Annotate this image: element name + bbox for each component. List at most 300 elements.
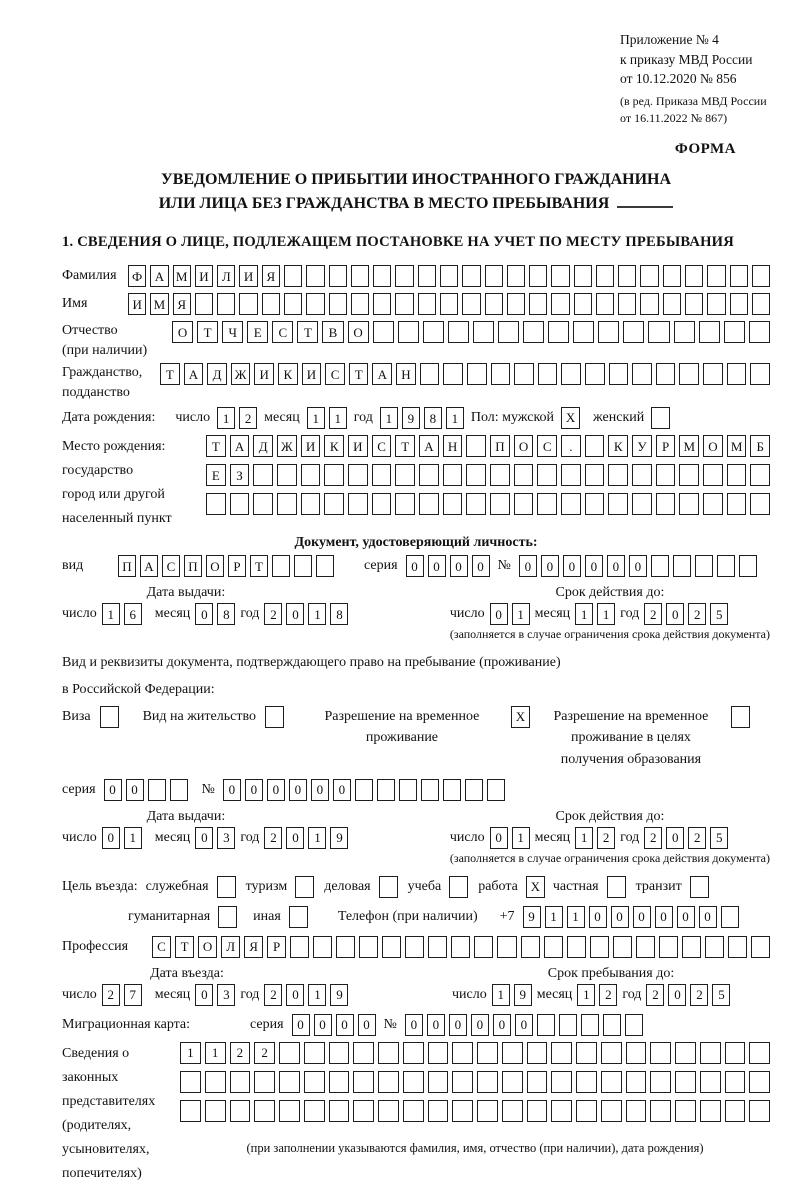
char-box[interactable]	[728, 936, 747, 958]
char-box[interactable]	[613, 936, 632, 958]
char-box[interactable]	[254, 1100, 275, 1122]
char-box[interactable]	[306, 265, 324, 287]
char-box[interactable]: О	[172, 321, 193, 343]
char-box[interactable]	[301, 493, 321, 515]
char-box[interactable]: 0	[699, 906, 717, 928]
char-box[interactable]	[640, 293, 658, 315]
char-box[interactable]: К	[278, 363, 298, 385]
char-box[interactable]	[428, 936, 447, 958]
char-box[interactable]: 2	[644, 603, 662, 625]
char-box[interactable]: 2	[690, 984, 708, 1006]
char-box[interactable]	[443, 464, 463, 486]
char-box[interactable]: 0	[541, 555, 559, 577]
char-box[interactable]	[650, 1071, 671, 1093]
char-box[interactable]	[609, 363, 629, 385]
char-box[interactable]: 9	[330, 827, 348, 849]
char-box[interactable]: 1	[597, 603, 615, 625]
char-box[interactable]	[561, 464, 581, 486]
char-box[interactable]: Н	[443, 435, 463, 457]
temp-residence-edu-checkbox[interactable]	[731, 706, 750, 728]
char-box[interactable]	[544, 936, 563, 958]
char-box[interactable]	[205, 1071, 226, 1093]
char-box[interactable]	[329, 1100, 350, 1122]
char-box[interactable]	[485, 265, 503, 287]
char-box[interactable]	[514, 493, 534, 515]
char-box[interactable]	[585, 493, 605, 515]
char-box[interactable]	[730, 265, 748, 287]
char-box[interactable]: 2	[254, 1042, 275, 1064]
char-box[interactable]: О	[348, 321, 369, 343]
char-box[interactable]: 1	[180, 1042, 201, 1064]
char-box[interactable]	[403, 1100, 424, 1122]
char-box[interactable]	[324, 493, 344, 515]
char-box[interactable]: Т	[206, 435, 226, 457]
char-box[interactable]	[679, 493, 699, 515]
char-box[interactable]: Т	[197, 321, 218, 343]
char-box[interactable]	[529, 293, 547, 315]
char-box[interactable]	[585, 363, 605, 385]
char-box[interactable]: Р	[267, 936, 286, 958]
char-box[interactable]: Т	[297, 321, 318, 343]
char-box[interactable]	[301, 464, 321, 486]
char-box[interactable]: В	[322, 321, 343, 343]
char-box[interactable]	[294, 555, 312, 577]
char-box[interactable]	[603, 1014, 621, 1036]
char-box[interactable]: 2	[239, 407, 257, 429]
purpose-other-checkbox[interactable]	[289, 906, 308, 928]
char-box[interactable]	[348, 493, 368, 515]
char-box[interactable]: 1	[307, 407, 325, 429]
char-box[interactable]: 3	[217, 827, 235, 849]
char-box[interactable]	[561, 493, 581, 515]
char-box[interactable]: 0	[450, 555, 468, 577]
char-box[interactable]: 7	[124, 984, 142, 1006]
char-box[interactable]	[717, 555, 735, 577]
char-box[interactable]	[527, 1042, 548, 1064]
char-box[interactable]: С	[372, 435, 392, 457]
char-box[interactable]	[523, 321, 544, 343]
char-box[interactable]: 2	[688, 827, 706, 849]
char-box[interactable]: 1	[217, 407, 235, 429]
char-box[interactable]	[467, 363, 487, 385]
char-box[interactable]	[656, 464, 676, 486]
char-box[interactable]	[353, 1042, 374, 1064]
char-box[interactable]: 0	[405, 1014, 423, 1036]
purpose-study-checkbox[interactable]	[449, 876, 468, 898]
char-box[interactable]: Т	[175, 936, 194, 958]
char-box[interactable]	[574, 293, 592, 315]
char-box[interactable]: А	[184, 363, 204, 385]
char-box[interactable]	[306, 293, 324, 315]
char-box[interactable]: Н	[396, 363, 416, 385]
char-box[interactable]	[395, 265, 413, 287]
char-box[interactable]	[277, 493, 297, 515]
char-box[interactable]: А	[140, 555, 158, 577]
char-box[interactable]	[724, 321, 745, 343]
char-box[interactable]	[452, 1071, 473, 1093]
char-box[interactable]	[418, 293, 436, 315]
char-box[interactable]: 0	[195, 827, 213, 849]
char-box[interactable]: 2	[688, 603, 706, 625]
char-box[interactable]: 0	[563, 555, 581, 577]
char-box[interactable]	[514, 464, 534, 486]
char-box[interactable]: С	[162, 555, 180, 577]
char-box[interactable]	[353, 1071, 374, 1093]
char-box[interactable]: 2	[597, 827, 615, 849]
char-box[interactable]: О	[703, 435, 723, 457]
char-box[interactable]: 0	[666, 827, 684, 849]
char-box[interactable]	[395, 293, 413, 315]
char-box[interactable]: 0	[428, 555, 446, 577]
visa-checkbox[interactable]	[100, 706, 119, 728]
char-box[interactable]	[632, 363, 652, 385]
char-box[interactable]	[359, 936, 378, 958]
char-box[interactable]: О	[198, 936, 217, 958]
char-box[interactable]	[452, 1042, 473, 1064]
char-box[interactable]	[313, 936, 332, 958]
char-box[interactable]: 0	[126, 779, 144, 801]
char-box[interactable]: 2	[264, 603, 282, 625]
char-box[interactable]	[573, 321, 594, 343]
char-box[interactable]: 1	[512, 827, 530, 849]
char-box[interactable]: 0	[666, 603, 684, 625]
char-box[interactable]	[727, 493, 747, 515]
char-box[interactable]: 1	[446, 407, 464, 429]
char-box[interactable]	[521, 936, 540, 958]
char-box[interactable]	[382, 936, 401, 958]
char-box[interactable]	[378, 1100, 399, 1122]
char-box[interactable]: Т	[250, 555, 268, 577]
char-box[interactable]: П	[490, 435, 510, 457]
char-box[interactable]: 0	[589, 906, 607, 928]
char-box[interactable]: 0	[585, 555, 603, 577]
char-box[interactable]	[674, 321, 695, 343]
char-box[interactable]	[284, 265, 302, 287]
char-box[interactable]: П	[184, 555, 202, 577]
char-box[interactable]	[601, 1071, 622, 1093]
char-box[interactable]: 0	[629, 555, 647, 577]
char-box[interactable]	[752, 265, 770, 287]
char-box[interactable]: 0	[286, 984, 304, 1006]
char-box[interactable]	[329, 293, 347, 315]
char-box[interactable]: 9	[514, 984, 532, 1006]
char-box[interactable]: И	[348, 435, 368, 457]
char-box[interactable]: 0	[358, 1014, 376, 1036]
char-box[interactable]	[440, 265, 458, 287]
char-box[interactable]: Л	[217, 265, 235, 287]
char-box[interactable]	[581, 1014, 599, 1036]
char-box[interactable]	[378, 1042, 399, 1064]
char-box[interactable]	[596, 293, 614, 315]
char-box[interactable]: Ч	[222, 321, 243, 343]
char-box[interactable]	[403, 1042, 424, 1064]
char-box[interactable]: 2	[102, 984, 120, 1006]
char-box[interactable]	[253, 493, 273, 515]
char-box[interactable]	[487, 779, 505, 801]
char-box[interactable]: 0	[472, 555, 490, 577]
char-box[interactable]	[428, 1071, 449, 1093]
char-box[interactable]	[650, 1100, 671, 1122]
char-box[interactable]	[170, 779, 188, 801]
char-box[interactable]	[277, 464, 297, 486]
char-box[interactable]: Я	[262, 265, 280, 287]
char-box[interactable]	[751, 936, 770, 958]
char-box[interactable]	[477, 1100, 498, 1122]
char-box[interactable]: 1	[577, 984, 595, 1006]
char-box[interactable]: И	[302, 363, 322, 385]
char-box[interactable]	[551, 1100, 572, 1122]
char-box[interactable]	[462, 293, 480, 315]
char-box[interactable]: 0	[245, 779, 263, 801]
char-box[interactable]	[462, 265, 480, 287]
char-box[interactable]	[749, 1071, 770, 1093]
char-box[interactable]: 1	[205, 1042, 226, 1064]
residence-permit-checkbox[interactable]	[265, 706, 284, 728]
char-box[interactable]	[498, 321, 519, 343]
char-box[interactable]	[329, 1071, 350, 1093]
char-box[interactable]: С	[325, 363, 345, 385]
char-box[interactable]	[466, 464, 486, 486]
char-box[interactable]	[491, 363, 511, 385]
char-box[interactable]	[466, 435, 486, 457]
char-box[interactable]: 0	[333, 779, 351, 801]
char-box[interactable]	[727, 363, 747, 385]
char-box[interactable]: 0	[195, 603, 213, 625]
char-box[interactable]	[725, 1100, 746, 1122]
char-box[interactable]	[551, 265, 569, 287]
char-box[interactable]	[428, 1100, 449, 1122]
char-box[interactable]: .	[561, 435, 581, 457]
char-box[interactable]	[537, 493, 557, 515]
char-box[interactable]: 0	[289, 779, 307, 801]
char-box[interactable]	[585, 464, 605, 486]
char-box[interactable]	[253, 464, 273, 486]
char-box[interactable]	[395, 464, 415, 486]
char-box[interactable]	[625, 1014, 643, 1036]
char-box[interactable]: М	[679, 435, 699, 457]
char-box[interactable]	[180, 1071, 201, 1093]
char-box[interactable]: Р	[228, 555, 246, 577]
char-box[interactable]: 0	[449, 1014, 467, 1036]
char-box[interactable]: Е	[247, 321, 268, 343]
purpose-transit-checkbox[interactable]	[690, 876, 709, 898]
char-box[interactable]	[551, 293, 569, 315]
char-box[interactable]	[195, 293, 213, 315]
char-box[interactable]	[700, 1100, 721, 1122]
char-box[interactable]	[452, 1100, 473, 1122]
char-box[interactable]: 0	[286, 603, 304, 625]
char-box[interactable]: Р	[656, 435, 676, 457]
char-box[interactable]: И	[128, 293, 146, 315]
sex-male-checkbox[interactable]: X	[561, 407, 580, 429]
char-box[interactable]	[695, 555, 713, 577]
char-box[interactable]	[576, 1042, 597, 1064]
char-box[interactable]	[329, 1042, 350, 1064]
char-box[interactable]	[750, 464, 770, 486]
char-box[interactable]: И	[301, 435, 321, 457]
char-box[interactable]	[559, 1014, 577, 1036]
char-box[interactable]	[262, 293, 280, 315]
char-box[interactable]: Д	[253, 435, 273, 457]
char-box[interactable]	[685, 293, 703, 315]
char-box[interactable]: Б	[750, 435, 770, 457]
char-box[interactable]: 1	[124, 827, 142, 849]
char-box[interactable]	[419, 464, 439, 486]
char-box[interactable]	[596, 265, 614, 287]
char-box[interactable]	[421, 779, 439, 801]
char-box[interactable]	[372, 493, 392, 515]
char-box[interactable]	[490, 493, 510, 515]
sex-female-checkbox[interactable]	[651, 407, 670, 429]
char-box[interactable]	[537, 1014, 555, 1036]
char-box[interactable]	[705, 936, 724, 958]
char-box[interactable]	[749, 1042, 770, 1064]
char-box[interactable]	[272, 555, 290, 577]
purpose-work-checkbox[interactable]: X	[526, 876, 545, 898]
char-box[interactable]	[304, 1042, 325, 1064]
char-box[interactable]: К	[608, 435, 628, 457]
char-box[interactable]	[626, 1042, 647, 1064]
char-box[interactable]	[551, 1042, 572, 1064]
char-box[interactable]	[601, 1042, 622, 1064]
char-box[interactable]: И	[239, 265, 257, 287]
char-box[interactable]: 1	[380, 407, 398, 429]
purpose-tourism-checkbox[interactable]	[295, 876, 314, 898]
purpose-private-checkbox[interactable]	[607, 876, 626, 898]
char-box[interactable]	[466, 493, 486, 515]
char-box[interactable]	[663, 293, 681, 315]
char-box[interactable]: О	[514, 435, 534, 457]
char-box[interactable]: 1	[102, 603, 120, 625]
char-box[interactable]: 0	[471, 1014, 489, 1036]
char-box[interactable]	[608, 493, 628, 515]
char-box[interactable]: И	[254, 363, 274, 385]
char-box[interactable]	[378, 1071, 399, 1093]
char-box[interactable]	[423, 321, 444, 343]
char-box[interactable]: 0	[104, 779, 122, 801]
char-box[interactable]	[353, 1100, 374, 1122]
char-box[interactable]	[329, 265, 347, 287]
char-box[interactable]	[659, 936, 678, 958]
char-box[interactable]	[497, 936, 516, 958]
char-box[interactable]	[548, 321, 569, 343]
char-box[interactable]	[477, 1042, 498, 1064]
char-box[interactable]: 1	[575, 603, 593, 625]
char-box[interactable]: 1	[492, 984, 510, 1006]
char-box[interactable]: Т	[160, 363, 180, 385]
char-box[interactable]: 0	[292, 1014, 310, 1036]
char-box[interactable]: А	[150, 265, 168, 287]
char-box[interactable]	[443, 493, 463, 515]
char-box[interactable]	[749, 321, 770, 343]
char-box[interactable]: Д	[207, 363, 227, 385]
char-box[interactable]	[502, 1071, 523, 1093]
char-box[interactable]: 0	[607, 555, 625, 577]
char-box[interactable]	[632, 464, 652, 486]
char-box[interactable]	[254, 1071, 275, 1093]
char-box[interactable]	[490, 464, 510, 486]
char-box[interactable]	[707, 265, 725, 287]
char-box[interactable]	[618, 265, 636, 287]
char-box[interactable]	[485, 293, 503, 315]
char-box[interactable]	[398, 321, 419, 343]
purpose-humanitarian-checkbox[interactable]	[218, 906, 237, 928]
char-box[interactable]: 1	[308, 984, 326, 1006]
char-box[interactable]	[685, 265, 703, 287]
char-box[interactable]: 0	[633, 906, 651, 928]
char-box[interactable]: 2	[646, 984, 664, 1006]
char-box[interactable]: 2	[230, 1042, 251, 1064]
char-box[interactable]: 0	[102, 827, 120, 849]
char-box[interactable]: А	[372, 363, 392, 385]
char-box[interactable]: Я	[244, 936, 263, 958]
char-box[interactable]	[626, 1071, 647, 1093]
char-box[interactable]: М	[727, 435, 747, 457]
char-box[interactable]	[217, 293, 235, 315]
char-box[interactable]	[351, 293, 369, 315]
char-box[interactable]	[351, 265, 369, 287]
char-box[interactable]: П	[118, 555, 136, 577]
char-box[interactable]: 9	[523, 906, 541, 928]
char-box[interactable]	[725, 1042, 746, 1064]
char-box[interactable]	[750, 493, 770, 515]
char-box[interactable]	[527, 1100, 548, 1122]
char-box[interactable]	[355, 779, 373, 801]
char-box[interactable]	[632, 493, 652, 515]
char-box[interactable]	[679, 363, 699, 385]
char-box[interactable]: 0	[336, 1014, 354, 1036]
char-box[interactable]: Л	[221, 936, 240, 958]
char-box[interactable]	[372, 464, 392, 486]
char-box[interactable]: К	[324, 435, 344, 457]
char-box[interactable]: 0	[490, 827, 508, 849]
char-box[interactable]	[206, 493, 226, 515]
char-box[interactable]: 8	[424, 407, 442, 429]
char-box[interactable]	[507, 265, 525, 287]
char-box[interactable]	[727, 464, 747, 486]
char-box[interactable]	[537, 464, 557, 486]
char-box[interactable]	[648, 321, 669, 343]
char-box[interactable]: 2	[644, 827, 662, 849]
char-box[interactable]: 1	[308, 827, 326, 849]
char-box[interactable]: З	[230, 464, 250, 486]
char-box[interactable]	[474, 936, 493, 958]
char-box[interactable]	[239, 293, 257, 315]
char-box[interactable]: 0	[490, 603, 508, 625]
char-box[interactable]	[290, 936, 309, 958]
char-box[interactable]	[567, 936, 586, 958]
char-box[interactable]	[399, 779, 417, 801]
char-box[interactable]	[443, 779, 461, 801]
char-box[interactable]	[373, 293, 391, 315]
char-box[interactable]	[663, 265, 681, 287]
char-box[interactable]: 0	[677, 906, 695, 928]
char-box[interactable]: 0	[286, 827, 304, 849]
char-box[interactable]	[507, 293, 525, 315]
char-box[interactable]	[585, 435, 605, 457]
char-box[interactable]: 9	[330, 984, 348, 1006]
char-box[interactable]	[626, 1100, 647, 1122]
char-box[interactable]	[428, 1042, 449, 1064]
char-box[interactable]	[598, 321, 619, 343]
char-box[interactable]	[304, 1071, 325, 1093]
char-box[interactable]	[636, 936, 655, 958]
char-box[interactable]: О	[206, 555, 224, 577]
char-box[interactable]	[527, 1071, 548, 1093]
char-box[interactable]	[656, 493, 676, 515]
char-box[interactable]	[440, 293, 458, 315]
char-box[interactable]	[703, 493, 723, 515]
